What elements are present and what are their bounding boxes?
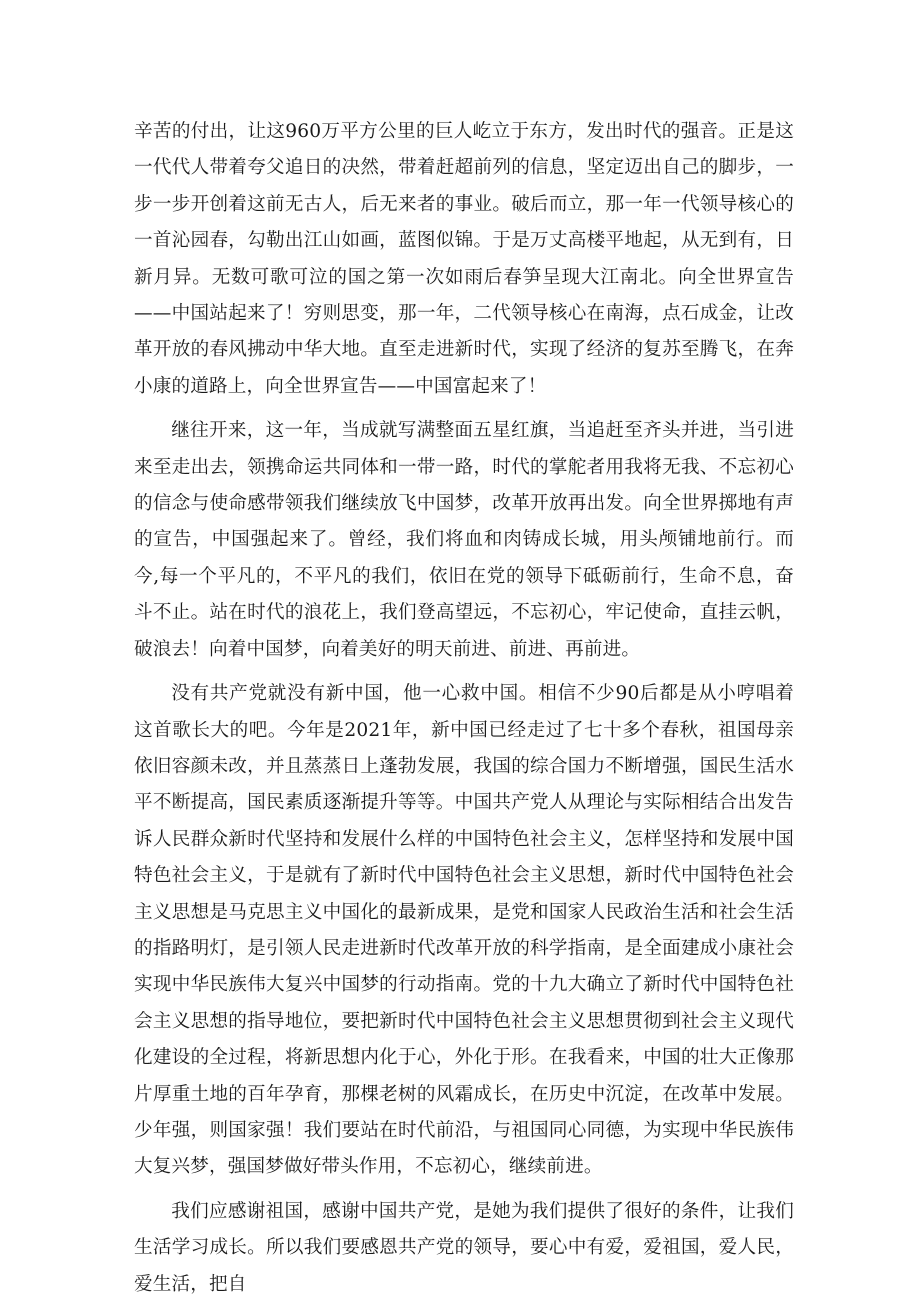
paragraph-3: 没有共产党就没有新中国，他一心救中国。相信不少90后都是从小哼唱着这首歌长大的吧。今年是2021年，新中国已经走过了七十多个春秋，祖国母亲依旧容颜未改，并且蒸蒸日上蓬勃发展，我国的综合国力不断增强，国民生活水平不断提高，国民素质逐渐提升等等。中国共产党人从理论与实际相结合出发告诉人民群众新时代坚持和发展什么样的中国特色社会主义，怎样坚持和发展中国特色社会主义，于是就有了新时代中国特色社会主义思想，新时代中国特色社会主义思想是马克思主义中国化的最新成果，是党和国家人民政治生活和社会生活的指路明灯，是引领人民走进新时代改革开放的科学指南，是全面建成小康社会实现中华民族伟大复兴中国梦的行动指南。党的十九大确立了新时代中国特色社会主义思想的指导地位，要把新时代中国特色社会主义思想贯彻到社会主义现代化建设的全过程，将新思想内化于心，外化于形。在我看来，中国的壮大正像那片厚重土地的百年孕育，那棵老树的风霜成长，在历史中沉淀，在改革中发展。少年强，则国家强！我们要站在时代前沿，与祖国同心同德，为实现中华民族伟大复兴梦，强国梦做好带头作用，不忘初心，继续前进。 <box>134 683 794 1178</box>
paragraph-1: 辛苦的付出，让这960万平方公里的巨人屹立于东方，发出时代的强音。正是这一代代人带着夸父追日的决然，带着赶超前列的信息，坚定迈出自己的脚步，一步一步开创着这前无古人，后无来者的事业。破后而立，那一年一代领导核心的一首沁园春，勾勒出江山如画，蓝图似锦。于是万丈高楼平地起，从无到有，日新月异。无数可歌可泣的国之第一次如雨后春笋呈现大江南北。向全世界宣告——中国站起来了！穷则思变，那一年，二代领导核心在南海，点石成金，让改革开放的春风拂动中华大地。直至走进新时代，实现了经济的复苏至腾飞，在奔小康的道路上，向全世界宣告——中国富起来了！ <box>134 121 794 397</box>
document-body <box>134 114 794 1311</box>
paragraph-2: 继往开来，这一年，当成就写满整面五星红旗，当追赶至齐头并进，当引进来至走出去，领携命运共同体和一带一路，时代的掌舵者用我将无我、不忘初心的信念与使命感带领我们继续放飞中国梦，改革开放再出发。向全世界掷地有声的宣告，中国强起来了。曾经，我们将血和肉铸成长城，用头颅铺地前行。而今,每一个平凡的，不平凡的我们，依旧在党的领导下砥砺前行，生命不息，奋斗不止。站在时代的浪花上，我们登高望远，不忘初心，牢记使命，直挂云帆，破浪去！向着中国梦，向着美好的明天前进、前进、再前进。 <box>134 420 794 660</box>
paragraph-4: 我们应感谢祖国，感谢中国共产党，是她为我们提供了很好的条件，让我们生活学习成长。所以我们要感恩共产党的领导，要心中有爱，爱祖国，爱人民，爱生活，把自 <box>134 1200 794 1295</box>
